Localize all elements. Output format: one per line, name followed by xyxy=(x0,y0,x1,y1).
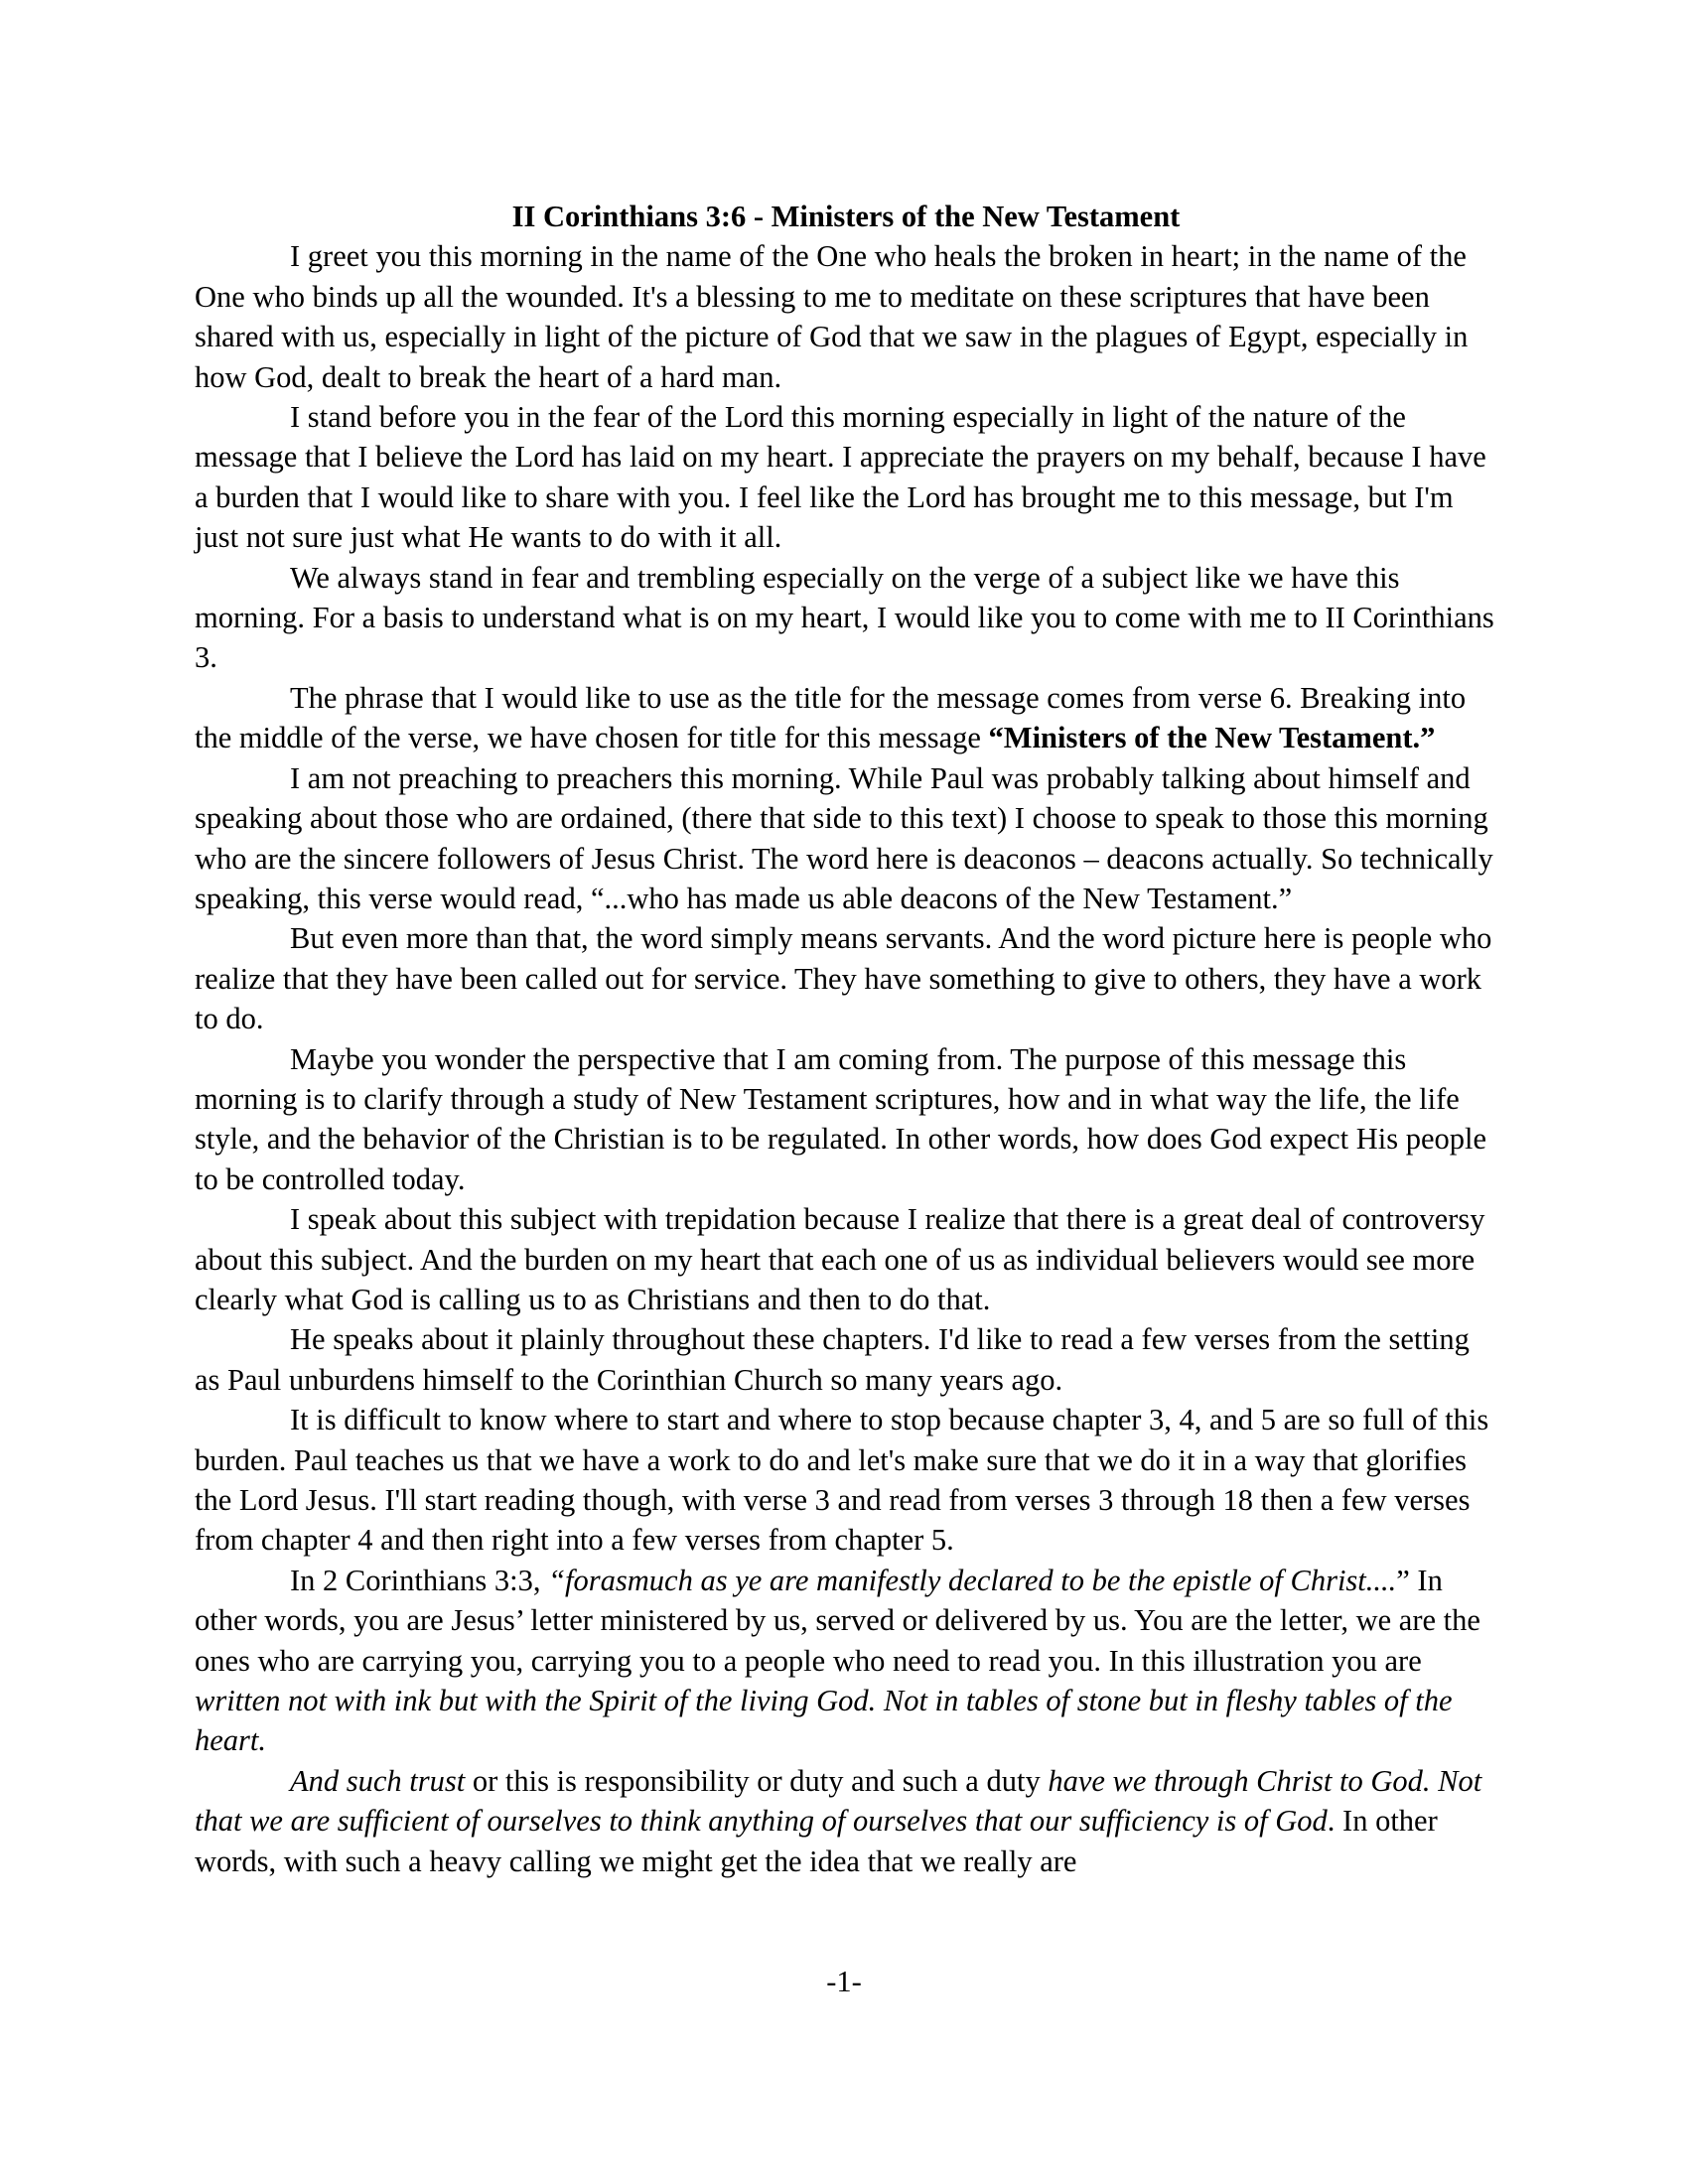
paragraph-8: I speak about this subject with trepidation because I realize that there is a great deal of controversy about this subject. And the burden on my heart that each one of us as individual believers would see more clearly what God is calling us to as Christians and then to do that. xyxy=(195,1202,1485,1316)
page-number: -1- xyxy=(826,1965,862,1998)
scripture-quote-epistle: “forasmuch as ye are manifestly declared to be the epistle of Christ.... xyxy=(548,1563,1397,1597)
paragraph-11 xyxy=(195,1561,1497,1761)
paragraph-9: He speaks about it plainly throughout these chapters. I'd like to read a few verses from the setting as Paul unburdens himself to the Corinthian Church so many years ago. xyxy=(195,1322,1470,1397)
title-quote-bold: “Ministers of the New Testament.” xyxy=(988,721,1436,755)
paragraph-12-tail: . In other words, with such a heavy calling we might get the idea that we really are xyxy=(195,1804,1438,1878)
paragraph-3: We always stand in fear and trembling especially on the verge of a subject like we have this morning. For a basis to understand what is on my heart, I would like you to come with me to II Corinthians 3. xyxy=(195,560,1494,675)
paragraph-12 xyxy=(195,1761,1497,1881)
scripture-quote-spirit: written not with ink but with the Spirit of the living God. Not in tables of stone but in fleshy tables of the heart. xyxy=(195,1684,1453,1758)
paragraph-4 xyxy=(195,678,1497,758)
paragraph-2: I stand before you in the fear of the Lord this morning especially in light of the nature of the message that I believe the Lord has laid on my heart. I appreciate the prayers on my behalf, because I have a burden that I would like to share with you. I feel like the Lord has brought me to this message, but I'm just not sure just what He wants to do with it all. xyxy=(195,400,1486,555)
paragraph-1: I greet you this morning in the name of the One who heals the broken in heart; in the name of the One who binds up all the wounded. It's a blessing to me to meditate on these scriptures that have been shared with us, especially in light of the picture of God that we saw in the plagues of Egypt, especially in how God, dealt to break the heart of a hard man. xyxy=(195,239,1469,394)
paragraph-10: It is difficult to know where to start and where to stop because chapter 3, 4, and 5 are so full of this burden. Paul teaches us that we have a work to do and let's make sure that we do it in a way that glorifies the Lord Jesus. I'll start reading though, with verse 3 and read from verses 3 through 18 then a few verses from chapter 4 and then right into a few verses from chapter 5. xyxy=(195,1403,1489,1558)
scripture-quote-sufficiency: have we through Christ to God. Not that we are sufficient of ourselves to think anything of ourselves that our sufficiency is of God xyxy=(195,1763,1482,1839)
paragraph-11-body: ” In other words, you are Jesus’ letter ministered by us, served or delivered by us. You are the letter, we are the ones who are carrying you, carrying you to a people who need to read you. In this illustration you are xyxy=(195,1563,1480,1678)
paragraph-6: But even more than that, the word simply means servants. And the word picture here is people who realize that they have been called out for service. They have something to give to others, they have a work to do. xyxy=(195,921,1492,1036)
paragraph-7: Maybe you wonder the perspective that I am coming from. The purpose of this message this morning is to clarify through a study of New Testament scriptures, how and in what way the life, the life style, and the behavior of the Christian is to be regulated. In other words, how does God expect His people to be controlled today. xyxy=(195,1041,1487,1196)
scripture-quote-trust: And such trust xyxy=(290,1763,466,1798)
document-page xyxy=(195,197,1497,1881)
paragraph-5: I am not preaching to preachers this morning. While Paul was probably talking about himself and speaking about those who are ordained, (there that side to this text) I choose to speak to those this morning who are the sincere followers of Jesus Christ. The word here is deaconos – deacons actually. So technically speaking, this verse would read, “...who has made us able deacons of the New Testament.” xyxy=(195,760,1493,915)
paragraph-4-text: The phrase that I would like to use as the title for the message comes from verse 6. Breaking into the middle of the verse, we have chosen for title for this message xyxy=(195,680,1467,755)
paragraph-11-intro: In 2 Corinthians 3:3, xyxy=(290,1563,549,1597)
sermon-title: II Corinthians 3:6 - Ministers of the New Testament xyxy=(511,200,1181,233)
paragraph-12-body: or this is responsibility or duty and such a duty xyxy=(465,1763,1049,1798)
